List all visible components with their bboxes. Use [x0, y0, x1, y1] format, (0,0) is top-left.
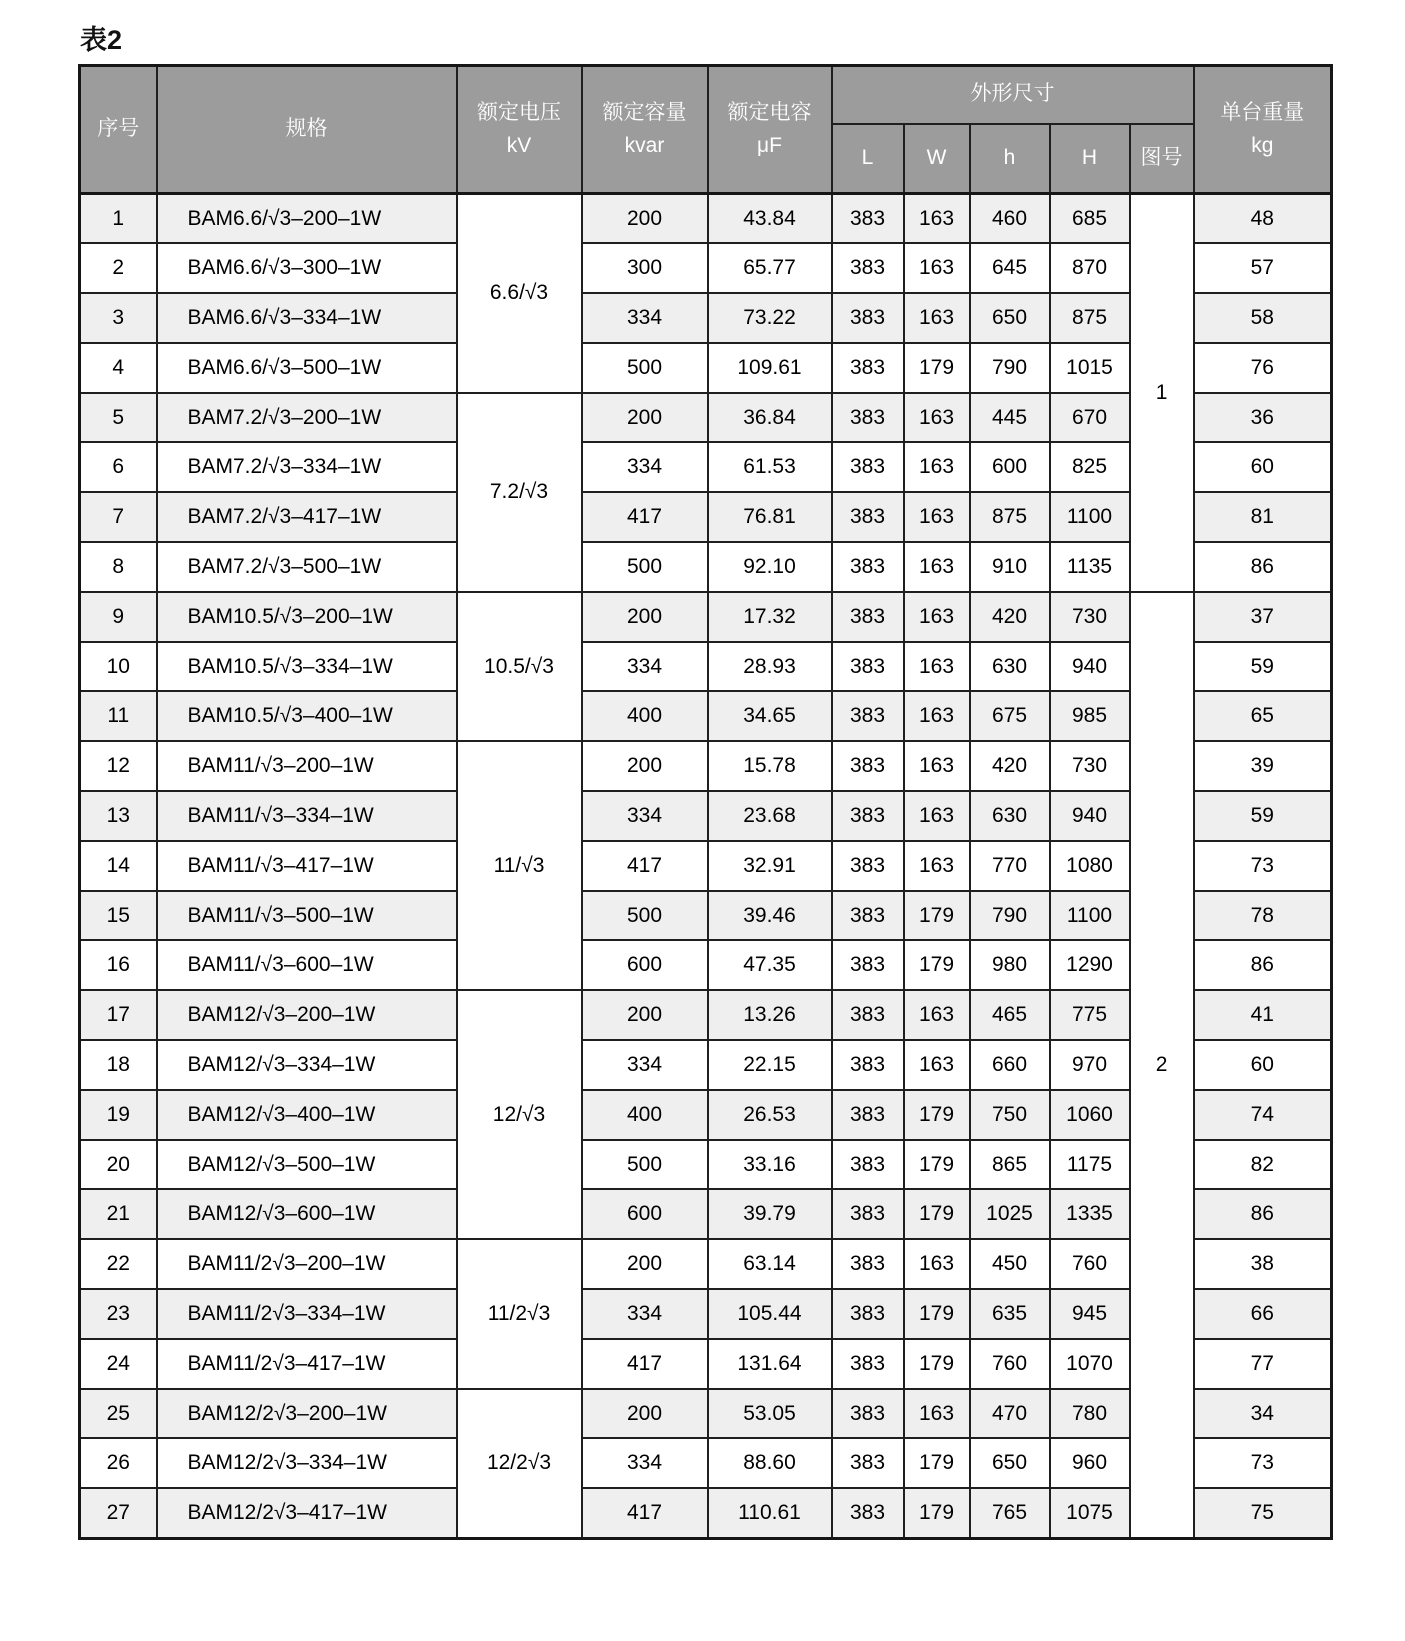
header-unit-weight-label: 单台重量	[1220, 100, 1305, 124]
cell-rated-capacitance: 88.60	[708, 1438, 832, 1488]
cell-serial-no: 19	[80, 1090, 157, 1140]
cell-rated-capacity: 200	[582, 1389, 708, 1439]
header-rated-voltage-label: 额定电压	[477, 100, 561, 124]
cell-unit-weight: 76	[1194, 343, 1332, 393]
header-serial-no: 序号	[80, 66, 157, 194]
cell-spec: BAM6.6/√3–334–1W	[157, 293, 457, 343]
cell-dim-H: 685	[1050, 194, 1130, 244]
cell-rated-voltage-group: 11/2√3	[457, 1239, 582, 1388]
cell-unit-weight: 59	[1194, 791, 1332, 841]
cell-rated-capacitance: 22.15	[708, 1040, 832, 1090]
cell-rated-capacitance: 34.65	[708, 691, 832, 741]
cell-spec: BAM12/√3–200–1W	[157, 990, 457, 1040]
cell-serial-no: 11	[80, 691, 157, 741]
cell-dim-h: 790	[970, 891, 1050, 941]
cell-rated-capacitance: 73.22	[708, 293, 832, 343]
cell-rated-voltage-group: 12/√3	[457, 990, 582, 1239]
cell-dim-H: 780	[1050, 1389, 1130, 1439]
cell-rated-capacity: 500	[582, 542, 708, 592]
cell-rated-capacitance: 105.44	[708, 1289, 832, 1339]
cell-rated-capacity: 500	[582, 1140, 708, 1190]
cell-dim-L: 383	[832, 1189, 904, 1239]
cell-unit-weight: 41	[1194, 990, 1332, 1040]
cell-spec: BAM11/2√3–200–1W	[157, 1239, 457, 1289]
cell-rated-capacity: 300	[582, 243, 708, 293]
cell-dim-W: 163	[904, 293, 970, 343]
header-figure-no: 图号	[1130, 124, 1194, 194]
cell-dim-L: 383	[832, 691, 904, 741]
cell-unit-weight: 34	[1194, 1389, 1332, 1439]
cell-rated-capacity: 334	[582, 1289, 708, 1339]
table-header	[80, 66, 1332, 194]
cell-dim-h: 660	[970, 1040, 1050, 1090]
cell-rated-capacity: 200	[582, 194, 708, 244]
cell-dim-L: 383	[832, 1239, 904, 1289]
cell-serial-no: 18	[80, 1040, 157, 1090]
cell-dim-W: 163	[904, 1040, 970, 1090]
cell-dim-H: 1075	[1050, 1488, 1130, 1538]
cell-spec: BAM11/√3–500–1W	[157, 891, 457, 941]
cell-rated-capacity: 334	[582, 1438, 708, 1488]
header-rated-capacity-label: 额定容量	[602, 100, 687, 124]
cell-dim-L: 383	[832, 492, 904, 542]
cell-rated-capacitance: 65.77	[708, 243, 832, 293]
cell-dim-H: 730	[1050, 592, 1130, 642]
cell-serial-no: 21	[80, 1189, 157, 1239]
cell-dim-W: 163	[904, 791, 970, 841]
cell-rated-capacity: 600	[582, 1189, 708, 1239]
cell-dim-L: 383	[832, 1438, 904, 1488]
cell-rated-capacitance: 92.10	[708, 542, 832, 592]
cell-rated-voltage-group: 6.6/√3	[457, 194, 582, 393]
cell-unit-weight: 38	[1194, 1239, 1332, 1289]
cell-dim-h: 630	[970, 791, 1050, 841]
cell-dim-H: 940	[1050, 642, 1130, 692]
cell-dim-H: 970	[1050, 1040, 1130, 1090]
cell-dim-h: 445	[970, 393, 1050, 443]
cell-rated-capacitance: 33.16	[708, 1140, 832, 1190]
cell-unit-weight: 36	[1194, 393, 1332, 443]
cell-dim-L: 383	[832, 542, 904, 592]
cell-serial-no: 14	[80, 841, 157, 891]
cell-dim-H: 1080	[1050, 841, 1130, 891]
cell-rated-capacitance: 39.46	[708, 891, 832, 941]
cell-unit-weight: 39	[1194, 741, 1332, 791]
cell-dim-W: 163	[904, 442, 970, 492]
cell-dim-L: 383	[832, 1140, 904, 1190]
cell-dim-h: 630	[970, 642, 1050, 692]
cell-dim-W: 179	[904, 1289, 970, 1339]
cell-dim-L: 383	[832, 343, 904, 393]
cell-rated-capacity: 334	[582, 293, 708, 343]
cell-dim-W: 163	[904, 691, 970, 741]
cell-spec: BAM11/2√3–334–1W	[157, 1289, 457, 1339]
cell-spec: BAM11/√3–600–1W	[157, 940, 457, 990]
cell-dim-H: 945	[1050, 1289, 1130, 1339]
cell-dim-L: 383	[832, 891, 904, 941]
cell-figure-no-group: 1	[1130, 194, 1194, 592]
cell-serial-no: 1	[80, 194, 157, 244]
cell-dim-W: 163	[904, 990, 970, 1040]
cell-serial-no: 23	[80, 1289, 157, 1339]
cell-dim-h: 865	[970, 1140, 1050, 1190]
cell-dim-H: 670	[1050, 393, 1130, 443]
header-rated-capacitance-label: 额定电容	[727, 100, 812, 124]
cell-rated-capacitance: 15.78	[708, 741, 832, 791]
cell-dim-L: 383	[832, 1339, 904, 1389]
cell-rated-capacitance: 63.14	[708, 1239, 832, 1289]
cell-rated-capacity: 200	[582, 990, 708, 1040]
cell-dim-L: 383	[832, 990, 904, 1040]
header-unit-weight-unit: kg	[1251, 133, 1274, 157]
cell-serial-no: 10	[80, 642, 157, 692]
cell-dim-h: 760	[970, 1339, 1050, 1389]
cell-rated-voltage-group: 12/2√3	[457, 1389, 582, 1538]
cell-unit-weight: 66	[1194, 1289, 1332, 1339]
cell-dim-L: 383	[832, 791, 904, 841]
cell-dim-W: 163	[904, 542, 970, 592]
cell-rated-capacitance: 43.84	[708, 194, 832, 244]
cell-rated-capacitance: 61.53	[708, 442, 832, 492]
cell-serial-no: 6	[80, 442, 157, 492]
cell-serial-no: 26	[80, 1438, 157, 1488]
table-title: 表2	[80, 25, 123, 55]
header-rated-voltage	[457, 66, 582, 194]
cell-serial-no: 8	[80, 542, 157, 592]
cell-dim-h: 770	[970, 841, 1050, 891]
header-rated-voltage-unit: kV	[506, 133, 532, 157]
cell-dim-H: 1290	[1050, 940, 1130, 990]
cell-dim-h: 465	[970, 990, 1050, 1040]
cell-unit-weight: 73	[1194, 841, 1332, 891]
cell-dim-H: 940	[1050, 791, 1130, 841]
cell-dim-W: 163	[904, 393, 970, 443]
cell-rated-capacity: 334	[582, 442, 708, 492]
cell-unit-weight: 48	[1194, 194, 1332, 244]
cell-dim-h: 470	[970, 1389, 1050, 1439]
cell-dim-H: 870	[1050, 243, 1130, 293]
cell-dim-L: 383	[832, 1488, 904, 1538]
cell-serial-no: 17	[80, 990, 157, 1040]
cell-serial-no: 24	[80, 1339, 157, 1389]
cell-rated-voltage-group: 10.5/√3	[457, 592, 582, 741]
cell-rated-capacitance: 13.26	[708, 990, 832, 1040]
cell-dim-H: 1335	[1050, 1189, 1130, 1239]
cell-spec: BAM10.5/√3–400–1W	[157, 691, 457, 741]
cell-unit-weight: 86	[1194, 1189, 1332, 1239]
cell-unit-weight: 86	[1194, 940, 1332, 990]
cell-unit-weight: 65	[1194, 691, 1332, 741]
cell-dim-W: 163	[904, 194, 970, 244]
cell-dim-H: 825	[1050, 442, 1130, 492]
header-dim-H: H	[1050, 124, 1130, 194]
cell-dim-h: 450	[970, 1239, 1050, 1289]
cell-dim-H: 1100	[1050, 891, 1130, 941]
cell-dim-H: 1175	[1050, 1140, 1130, 1190]
cell-dim-L: 383	[832, 194, 904, 244]
cell-dim-L: 383	[832, 1389, 904, 1439]
cell-dim-H: 1100	[1050, 492, 1130, 542]
cell-dim-W: 163	[904, 741, 970, 791]
cell-dim-h: 765	[970, 1488, 1050, 1538]
cell-rated-capacitance: 32.91	[708, 841, 832, 891]
cell-rated-capacitance: 109.61	[708, 343, 832, 393]
cell-spec: BAM7.2/√3–334–1W	[157, 442, 457, 492]
cell-rated-capacitance: 53.05	[708, 1389, 832, 1439]
cell-rated-capacity: 417	[582, 492, 708, 542]
cell-dim-W: 179	[904, 940, 970, 990]
header-spec: 规格	[157, 66, 457, 194]
cell-spec: BAM12/2√3–417–1W	[157, 1488, 457, 1538]
cell-dim-H: 960	[1050, 1438, 1130, 1488]
cell-dim-L: 383	[832, 293, 904, 343]
cell-unit-weight: 58	[1194, 293, 1332, 343]
cell-dim-h: 635	[970, 1289, 1050, 1339]
header-rated-capacity	[582, 66, 708, 194]
cell-dim-W: 163	[904, 243, 970, 293]
cell-dim-H: 1060	[1050, 1090, 1130, 1140]
cell-serial-no: 4	[80, 343, 157, 393]
cell-rated-capacitance: 36.84	[708, 393, 832, 443]
cell-dim-W: 179	[904, 1438, 970, 1488]
header-dim-h: h	[970, 124, 1050, 194]
cell-rated-capacity: 500	[582, 343, 708, 393]
cell-dim-W: 179	[904, 1339, 970, 1389]
cell-dim-h: 645	[970, 243, 1050, 293]
cell-dim-L: 383	[832, 1040, 904, 1090]
cell-dim-h: 910	[970, 542, 1050, 592]
capacitor-spec-table	[78, 64, 1333, 1540]
header-rated-capacitance-unit: μF	[757, 133, 782, 157]
cell-rated-capacitance: 17.32	[708, 592, 832, 642]
cell-spec: BAM7.2/√3–200–1W	[157, 393, 457, 443]
cell-rated-capacity: 200	[582, 393, 708, 443]
cell-rated-capacitance: 23.68	[708, 791, 832, 841]
cell-spec: BAM6.6/√3–300–1W	[157, 243, 457, 293]
cell-spec: BAM12/2√3–200–1W	[157, 1389, 457, 1439]
cell-dim-W: 163	[904, 492, 970, 542]
cell-rated-capacitance: 110.61	[708, 1488, 832, 1538]
cell-dim-L: 383	[832, 741, 904, 791]
cell-unit-weight: 60	[1194, 442, 1332, 492]
cell-figure-no-group: 2	[1130, 592, 1194, 1538]
cell-serial-no: 20	[80, 1140, 157, 1190]
cell-unit-weight: 59	[1194, 642, 1332, 692]
cell-rated-capacitance: 39.79	[708, 1189, 832, 1239]
cell-unit-weight: 37	[1194, 592, 1332, 642]
cell-dim-W: 179	[904, 1189, 970, 1239]
cell-dim-L: 383	[832, 1289, 904, 1339]
cell-rated-capacity: 400	[582, 691, 708, 741]
cell-spec: BAM10.5/√3–200–1W	[157, 592, 457, 642]
cell-unit-weight: 77	[1194, 1339, 1332, 1389]
cell-rated-capacity: 200	[582, 592, 708, 642]
cell-rated-capacitance: 28.93	[708, 642, 832, 692]
cell-serial-no: 13	[80, 791, 157, 841]
table-row	[80, 194, 1332, 244]
cell-spec: BAM7.2/√3–500–1W	[157, 542, 457, 592]
cell-dim-W: 163	[904, 1389, 970, 1439]
cell-dim-W: 163	[904, 642, 970, 692]
cell-dim-H: 1015	[1050, 343, 1130, 393]
cell-dim-L: 383	[832, 642, 904, 692]
cell-serial-no: 3	[80, 293, 157, 343]
cell-rated-capacity: 334	[582, 1040, 708, 1090]
cell-spec: BAM6.6/√3–200–1W	[157, 194, 457, 244]
cell-dim-L: 383	[832, 393, 904, 443]
cell-rated-capacitance: 76.81	[708, 492, 832, 542]
cell-unit-weight: 81	[1194, 492, 1332, 542]
cell-serial-no: 22	[80, 1239, 157, 1289]
cell-serial-no: 5	[80, 393, 157, 443]
cell-dim-W: 163	[904, 1239, 970, 1289]
cell-rated-capacity: 417	[582, 1339, 708, 1389]
header-rated-capacitance	[708, 66, 832, 194]
cell-serial-no: 16	[80, 940, 157, 990]
cell-dim-h: 875	[970, 492, 1050, 542]
cell-rated-capacity: 200	[582, 741, 708, 791]
cell-spec: BAM11/2√3–417–1W	[157, 1339, 457, 1389]
cell-spec: BAM12/√3–400–1W	[157, 1090, 457, 1140]
cell-unit-weight: 57	[1194, 243, 1332, 293]
cell-dim-L: 383	[832, 1090, 904, 1140]
cell-dim-L: 383	[832, 841, 904, 891]
table-row	[80, 592, 1332, 642]
cell-rated-voltage-group: 11/√3	[457, 741, 582, 990]
cell-serial-no: 27	[80, 1488, 157, 1538]
cell-serial-no: 2	[80, 243, 157, 293]
cell-rated-capacity: 600	[582, 940, 708, 990]
cell-dim-H: 760	[1050, 1239, 1130, 1289]
cell-rated-capacity: 500	[582, 891, 708, 941]
cell-spec: BAM6.6/√3–500–1W	[157, 343, 457, 393]
header-rated-capacity-unit: kvar	[624, 133, 665, 157]
cell-rated-capacitance: 26.53	[708, 1090, 832, 1140]
cell-spec: BAM12/√3–334–1W	[157, 1040, 457, 1090]
cell-unit-weight: 82	[1194, 1140, 1332, 1190]
cell-rated-voltage-group: 7.2/√3	[457, 393, 582, 592]
cell-dim-L: 383	[832, 442, 904, 492]
cell-serial-no: 12	[80, 741, 157, 791]
cell-serial-no: 15	[80, 891, 157, 941]
cell-spec: BAM11/√3–334–1W	[157, 791, 457, 841]
cell-spec: BAM12/2√3–334–1W	[157, 1438, 457, 1488]
cell-unit-weight: 75	[1194, 1488, 1332, 1538]
cell-dim-W: 179	[904, 343, 970, 393]
cell-dim-L: 383	[832, 243, 904, 293]
cell-rated-capacity: 400	[582, 1090, 708, 1140]
cell-rated-capacity: 417	[582, 841, 708, 891]
cell-dim-H: 985	[1050, 691, 1130, 741]
cell-dim-h: 420	[970, 741, 1050, 791]
cell-dim-h: 790	[970, 343, 1050, 393]
cell-rated-capacitance: 131.64	[708, 1339, 832, 1389]
cell-dim-H: 1135	[1050, 542, 1130, 592]
cell-spec: BAM12/√3–500–1W	[157, 1140, 457, 1190]
header-dim-W: W	[904, 124, 970, 194]
cell-dim-H: 775	[1050, 990, 1130, 1040]
cell-spec: BAM10.5/√3–334–1W	[157, 642, 457, 692]
cell-unit-weight: 78	[1194, 891, 1332, 941]
cell-unit-weight: 74	[1194, 1090, 1332, 1140]
cell-dim-h: 675	[970, 691, 1050, 741]
cell-rated-capacity: 334	[582, 791, 708, 841]
cell-dim-L: 383	[832, 940, 904, 990]
cell-unit-weight: 60	[1194, 1040, 1332, 1090]
cell-spec: BAM11/√3–200–1W	[157, 741, 457, 791]
cell-dim-W: 179	[904, 891, 970, 941]
cell-serial-no: 9	[80, 592, 157, 642]
cell-unit-weight: 86	[1194, 542, 1332, 592]
cell-dim-h: 980	[970, 940, 1050, 990]
cell-rated-capacity: 417	[582, 1488, 708, 1538]
header-dimensions: 外形尺寸	[832, 66, 1194, 124]
header-unit-weight	[1194, 66, 1332, 194]
cell-spec: BAM7.2/√3–417–1W	[157, 492, 457, 542]
cell-rated-capacity: 200	[582, 1239, 708, 1289]
cell-dim-h: 460	[970, 194, 1050, 244]
cell-dim-W: 179	[904, 1090, 970, 1140]
cell-dim-W: 163	[904, 841, 970, 891]
cell-rated-capacitance: 47.35	[708, 940, 832, 990]
cell-dim-h: 650	[970, 293, 1050, 343]
cell-dim-H: 1070	[1050, 1339, 1130, 1389]
cell-dim-W: 179	[904, 1488, 970, 1538]
table-body	[80, 194, 1332, 1539]
cell-dim-H: 730	[1050, 741, 1130, 791]
cell-spec: BAM11/√3–417–1W	[157, 841, 457, 891]
cell-dim-W: 179	[904, 1140, 970, 1190]
cell-dim-L: 383	[832, 592, 904, 642]
cell-spec: BAM12/√3–600–1W	[157, 1189, 457, 1239]
cell-dim-W: 163	[904, 592, 970, 642]
cell-dim-h: 420	[970, 592, 1050, 642]
cell-dim-H: 875	[1050, 293, 1130, 343]
cell-dim-h: 600	[970, 442, 1050, 492]
cell-serial-no: 7	[80, 492, 157, 542]
cell-unit-weight: 73	[1194, 1438, 1332, 1488]
cell-dim-h: 650	[970, 1438, 1050, 1488]
cell-dim-h: 1025	[970, 1189, 1050, 1239]
cell-serial-no: 25	[80, 1389, 157, 1439]
cell-rated-capacity: 334	[582, 642, 708, 692]
header-dim-L: L	[832, 124, 904, 194]
cell-dim-h: 750	[970, 1090, 1050, 1140]
